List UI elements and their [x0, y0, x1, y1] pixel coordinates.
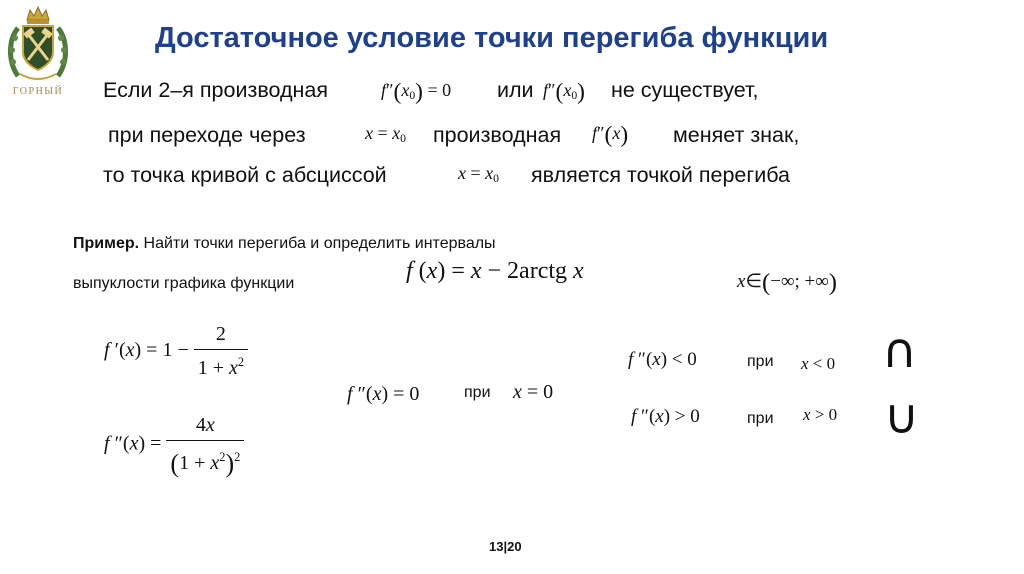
theorem-line-1-a: Если 2–я производная — [103, 78, 329, 102]
page-number: 13|20 — [489, 539, 522, 554]
formula-function: f (x) = x − 2arctg x — [406, 258, 584, 284]
convex-up-symbol: ∩ — [882, 323, 918, 379]
formula-first-derivative: f ′(x) = 1 − $\frac{2}{1 + x^2}$ — [104, 323, 248, 380]
formula-second-derivative-zero: $f''(x_0) = 0$ — [381, 79, 452, 105]
formula-f2-negative: f ″(x) < 0 — [628, 349, 697, 370]
label-pri-1: при — [464, 384, 491, 401]
logo-caption: ГОРНЫЙ — [12, 86, 64, 97]
formula-x-equals-x0: $x = x_0$ — [365, 123, 406, 145]
formula-domain: x∈(−∞; +∞) — [737, 269, 838, 296]
example-task: Найти точки перегиба и определить интервалы — [143, 235, 496, 252]
formula-x-zero: x = 0 — [513, 381, 554, 403]
theorem-line-3-a: то точка кривой с абсциссой — [103, 163, 387, 187]
slide-title: Достаточное условие точки перегиба функции — [155, 22, 829, 54]
formula-x-negative: x < 0 — [801, 354, 836, 373]
formula-f2-positive: f ″(x) > 0 — [631, 406, 700, 427]
logo — [6, 4, 70, 100]
theorem-line-3-b: является точкой перегиба — [531, 163, 790, 187]
label-pri-2: при — [747, 353, 774, 370]
formula-abscissa-x0: $x = x_0$ — [458, 163, 499, 185]
example-label: Пример. — [73, 235, 140, 252]
theorem-line-2-a: при переходе через — [108, 123, 306, 147]
formula-f2-equals-zero: f ″(x) = 0 — [347, 383, 420, 405]
example-text-line-2: выпуклости графика функции — [73, 275, 295, 292]
formula-second-derivative: f ″(x) = $\frac{4x}{(1 + x^2)^2}$ — [104, 414, 244, 476]
theorem-line-2-c: меняет знак, — [673, 123, 800, 147]
label-pri-3: при — [747, 410, 774, 427]
theorem-line-1-c: не существует, — [611, 78, 759, 102]
example-text-line-1 — [73, 235, 496, 253]
crest-icon — [6, 4, 70, 100]
theorem-line-1-b: или — [497, 78, 534, 102]
convex-down-symbol: ∪ — [884, 389, 920, 445]
formula-second-derivative-x: f″(x) — [592, 122, 629, 148]
formula-second-derivative-at-x0: $f''(x_0)$ — [543, 79, 585, 105]
formula-x-positive: x > 0 — [803, 405, 838, 424]
theorem-line-2-b: производная — [433, 123, 562, 147]
